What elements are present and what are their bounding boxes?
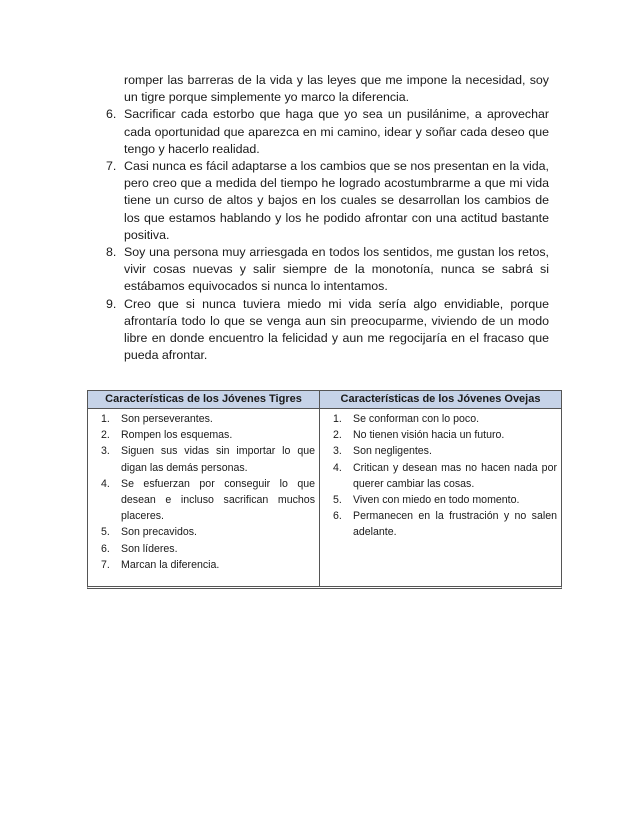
table-item-text: Permanecen en la frustración y no salen adelante. xyxy=(353,510,557,539)
list-item-number: 6. xyxy=(106,107,117,122)
list-item-text: romper las barreras de la vida y las leyes que me impone la necesidad, soy un tigre porque simplemente yo marco la diferencia. xyxy=(124,73,549,105)
list-item-text: Soy una persona muy arriesgada en todos los sentidos, me gustan los retos, vivir cosas nuevas y salir siempre de la monotonía, nunca se sabrá si estábamos equivocados si nunca lo intentamos. xyxy=(124,245,549,294)
tigres-column xyxy=(88,391,320,586)
table-list-item xyxy=(320,427,561,443)
table-item-number: 3. xyxy=(333,445,342,458)
table-item-number: 6. xyxy=(101,542,110,555)
list-item-text: Creo que si nunca tuviera miedo mi vida sería algo envidiable, porque afrontaría todo lo que se venga aun sin preocuparme, viviendo de un modo libre en donde encuentro la felicidad y aun me regocijaría en el fracaso que pueda afrontar. xyxy=(124,296,549,363)
list-item-number: 9. xyxy=(106,296,117,311)
table-list-item xyxy=(320,508,561,540)
table-list-item xyxy=(88,524,319,540)
list-item xyxy=(100,158,549,244)
table-item-text: No tienen visión hacia un futuro. xyxy=(353,429,505,442)
table-item-number: 4. xyxy=(333,461,342,474)
table-item-text: Critican y desean mas no hacen nada por querer cambiar las cosas. xyxy=(353,461,557,490)
table-list-item xyxy=(88,541,319,557)
table-item-text: Son precavidos. xyxy=(121,526,197,539)
list-item-text: Casi nunca es fácil adaptarse a los cambios que se nos presentan en la vida, pero creo que a medida del tiempo he logrado acostumbrarme a que mi vida tiene un curso de altos y bajos en los cuales se desarrollan los cambios de los que estamos hablando y los he podido afrontar con una actitud bastante positiva. xyxy=(124,159,549,242)
ovejas-list xyxy=(320,409,561,541)
table-item-text: Viven con miedo en todo momento. xyxy=(353,494,520,507)
table-list-item xyxy=(320,411,561,427)
list-item xyxy=(100,106,549,158)
table-item-number: 5. xyxy=(333,494,342,507)
table-list-item xyxy=(320,460,561,492)
comparison-table xyxy=(87,390,562,589)
list-item xyxy=(100,72,549,106)
tigres-column-header: Características de los Jóvenes Tigres xyxy=(88,391,319,409)
table-item-number: 5. xyxy=(101,526,110,539)
table-list-item xyxy=(88,411,319,427)
numbered-paragraph-list xyxy=(100,72,549,364)
table-item-number: 2. xyxy=(101,429,110,442)
list-item xyxy=(100,244,549,296)
table-item-number: 7. xyxy=(101,558,110,571)
table-item-text: Son negligentes. xyxy=(353,445,432,458)
table-list-item xyxy=(88,443,319,475)
table-item-number: 3. xyxy=(101,445,110,458)
table-item-number: 1. xyxy=(333,413,342,425)
list-item xyxy=(100,296,549,365)
ovejas-column-header: Características de los Jóvenes Ovejas xyxy=(320,391,561,409)
table-item-number: 1. xyxy=(101,413,110,425)
table-item-text: Son líderes. xyxy=(121,542,178,555)
table-item-text: Se esfuerzan por conseguir lo que desean e incluso sacrifican muchos placeres. xyxy=(121,477,315,523)
table-item-text: Son perseverantes. xyxy=(121,413,213,425)
table-item-number: 2. xyxy=(333,429,342,442)
table-item-text: Rompen los esquemas. xyxy=(121,429,233,442)
list-item-number: 7. xyxy=(106,159,117,174)
list-item-number: 8. xyxy=(106,245,117,260)
list-item-text: Sacrificar cada estorbo que haga que yo sea un pusilánime, a aprovechar cada oportunidad que aparezca en mi camino, idear y soñar cada deseo que tengo y hacerlo realidad. xyxy=(124,107,549,156)
table-list-item xyxy=(320,443,561,459)
table-item-text: Marcan la diferencia. xyxy=(121,558,220,571)
table-item-text: Se conforman con lo poco. xyxy=(353,413,480,425)
ovejas-column xyxy=(320,391,561,586)
table-list-item xyxy=(320,492,561,508)
table-list-item xyxy=(88,427,319,443)
table-item-number: 6. xyxy=(333,510,342,523)
tigres-list xyxy=(88,409,319,573)
table-item-number: 4. xyxy=(101,477,110,490)
table-item-text: Siguen sus vidas sin importar lo que digan las demás personas. xyxy=(121,445,315,474)
table-list-item xyxy=(88,476,319,525)
table-list-item xyxy=(88,557,319,573)
